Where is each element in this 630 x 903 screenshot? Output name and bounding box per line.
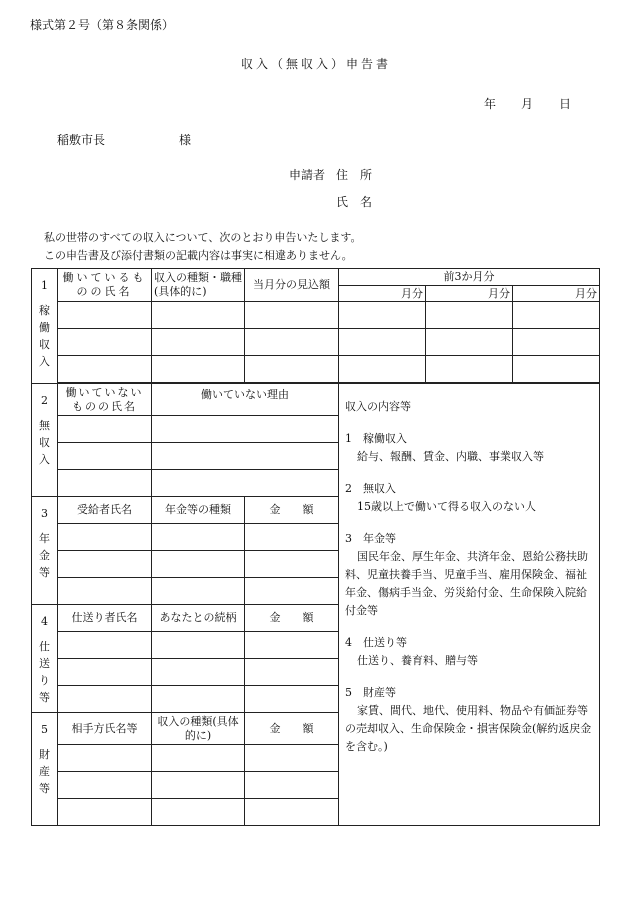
date-year-label: 年 <box>484 97 497 111</box>
s5-name-cell[interactable] <box>58 772 152 799</box>
note-4-body: 仕送り、養育料、贈与等 <box>357 654 478 667</box>
col-non-working-reason: 働いていない理由 <box>152 384 339 416</box>
s3-type-cell[interactable] <box>152 524 245 551</box>
s1-month1-cell[interactable] <box>339 302 426 329</box>
s4-name-cell[interactable] <box>58 686 152 713</box>
s2-reason-cell[interactable] <box>152 470 339 497</box>
s5-amount-cell[interactable] <box>245 772 339 799</box>
s4-name-cell[interactable] <box>58 632 152 659</box>
note-1-title: 1 稼働収入 <box>345 432 407 445</box>
s1-estimate-cell[interactable] <box>245 329 339 356</box>
s1-name-cell[interactable] <box>58 356 152 383</box>
date-month-label: 月 <box>521 97 534 111</box>
month-label-3: 月分 <box>513 286 600 302</box>
section-2-label: 2 無 収 入 <box>32 384 58 497</box>
date-day-label: 日 <box>559 97 572 111</box>
honorific: 様 <box>179 133 192 147</box>
name-label: 氏 名 <box>336 195 373 209</box>
col-remittance-amount: 金 額 <box>245 605 339 632</box>
section-4-label: 4 仕 送 り 等 <box>32 605 58 713</box>
s5-amount-cell[interactable] <box>245 799 339 826</box>
s1-name-cell[interactable] <box>58 329 152 356</box>
s4-amount-cell[interactable] <box>245 659 339 686</box>
declaration-line-2: この申告書及び添付書類の記載内容は事実に相違ありません。 <box>44 249 353 262</box>
s1-month3-cell[interactable] <box>513 356 600 383</box>
section-3-label: 3 年 金 等 <box>32 497 58 605</box>
s3-amount-cell[interactable] <box>245 551 339 578</box>
note-4-title: 4 仕送り等 <box>345 636 407 649</box>
form-number: 様式第２号（第８条関係） <box>30 18 175 32</box>
s2-name-cell[interactable] <box>58 443 152 470</box>
section-5-label: 5 財 産 等 <box>32 713 58 826</box>
s3-name-cell[interactable] <box>58 524 152 551</box>
s2-reason-cell[interactable] <box>152 443 339 470</box>
s1-estimate-cell[interactable] <box>245 302 339 329</box>
notes-heading: 収入の内容等 <box>345 400 411 413</box>
s1-month2-cell[interactable] <box>426 356 513 383</box>
s3-type-cell[interactable] <box>152 578 245 605</box>
income-notes <box>339 384 600 826</box>
note-1-body: 給与、報酬、賃金、内職、事業収入等 <box>357 450 544 463</box>
col-pension-type: 年金等の種類 <box>152 497 245 524</box>
s5-name-cell[interactable] <box>58 745 152 772</box>
note-3-title: 3 年金等 <box>345 532 396 545</box>
s1-estimate-cell[interactable] <box>245 356 339 383</box>
col-relationship: あなたとの続柄 <box>152 605 245 632</box>
s1-month1-cell[interactable] <box>339 356 426 383</box>
declaration-line-1: 私の世帯のすべての収入について、次のとおり申告いたします。 <box>44 231 362 244</box>
col-pension-recipient: 受給者氏名 <box>58 497 152 524</box>
col-counterparty-name: 相手方氏名等 <box>58 713 152 745</box>
s1-name-cell[interactable] <box>58 302 152 329</box>
document-title: 収入（無収入）申告書 <box>241 57 392 71</box>
s3-type-cell[interactable] <box>152 551 245 578</box>
s4-relation-cell[interactable] <box>152 659 245 686</box>
col-pension-amount: 金 額 <box>245 497 339 524</box>
s5-type-cell[interactable] <box>152 799 245 826</box>
col-property-amount: 金 額 <box>245 713 339 745</box>
s1-type-cell[interactable] <box>152 302 245 329</box>
s5-type-cell[interactable] <box>152 772 245 799</box>
income-declaration-table <box>31 268 600 826</box>
s4-relation-cell[interactable] <box>152 686 245 713</box>
month-label-2: 月分 <box>426 286 513 302</box>
section-1-label: 1 稼 働 収 入 <box>32 269 58 384</box>
col-sender-name: 仕送り者氏名 <box>58 605 152 632</box>
s4-relation-cell[interactable] <box>152 632 245 659</box>
month-label-1: 月分 <box>339 286 426 302</box>
s2-name-cell[interactable] <box>58 470 152 497</box>
s1-type-cell[interactable] <box>152 329 245 356</box>
s5-name-cell[interactable] <box>58 799 152 826</box>
applicant-label: 申請者 <box>289 168 326 182</box>
address-label: 住 所 <box>336 168 373 182</box>
s4-amount-cell[interactable] <box>245 686 339 713</box>
note-5-title: 5 財産等 <box>345 686 396 699</box>
s4-amount-cell[interactable] <box>245 632 339 659</box>
col-non-working-person-name: 働いていないものの氏名 <box>58 384 152 416</box>
s4-name-cell[interactable] <box>58 659 152 686</box>
s3-name-cell[interactable] <box>58 551 152 578</box>
col-working-person-name: 働いているものの氏名 <box>58 269 152 302</box>
col-income-type: 収入の種類・職種(具体的に) <box>152 269 245 302</box>
col-property-income-type: 収入の種類(具体的に) <box>152 713 245 745</box>
note-5-body: 家賃、間代、地代、使用料、物品や有価証券等の売却収入、生命保険金・損害保険金(解約返戻金を含む。) <box>345 704 592 753</box>
col-prev-three-months: 前3か月分 <box>339 269 600 286</box>
s2-name-cell[interactable] <box>58 416 152 443</box>
s2-reason-cell[interactable] <box>152 416 339 443</box>
s3-name-cell[interactable] <box>58 578 152 605</box>
col-current-estimate: 当月分の見込額 <box>245 269 339 302</box>
s1-month2-cell[interactable] <box>426 302 513 329</box>
s1-type-cell[interactable] <box>152 356 245 383</box>
note-2-title: 2 無収入 <box>345 482 396 495</box>
s5-amount-cell[interactable] <box>245 745 339 772</box>
s3-amount-cell[interactable] <box>245 524 339 551</box>
s1-month3-cell[interactable] <box>513 329 600 356</box>
note-2-body: 15歳以上で働いて得る収入のない人 <box>357 500 536 513</box>
note-3-body: 国民年金、厚生年金、共済年金、恩給公務扶助料、児童扶養手当、児童手当、雇用保険金、福祉年金、傷病手当金、労災給付金、生命保険入院給付金等 <box>345 550 588 617</box>
s1-month2-cell[interactable] <box>426 329 513 356</box>
s3-amount-cell[interactable] <box>245 578 339 605</box>
s1-month1-cell[interactable] <box>339 329 426 356</box>
s5-type-cell[interactable] <box>152 745 245 772</box>
addressee: 稲敷市長 <box>57 133 106 147</box>
s1-month3-cell[interactable] <box>513 302 600 329</box>
